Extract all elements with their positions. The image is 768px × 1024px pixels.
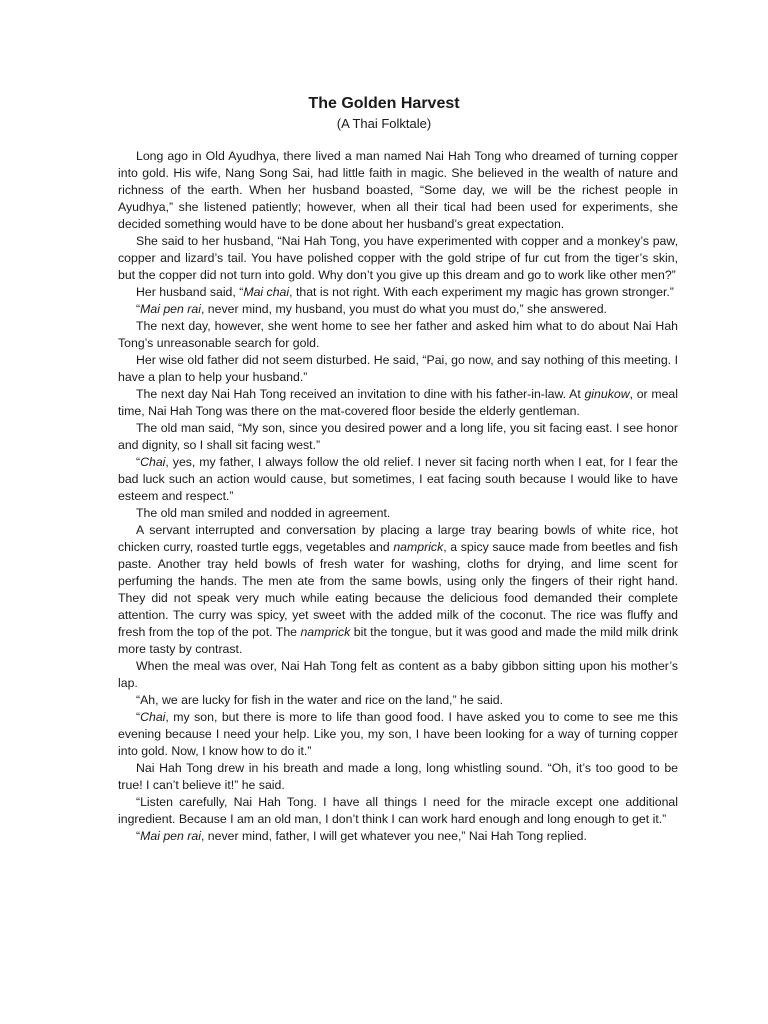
paragraph-text: , or meal time, Nai Hah Tong was there on the mat-covered floor beside the elderly gentleman. [118,387,678,418]
paragraph-text: Nai Hah Tong drew in his breath and made a long, long whistling sound. “Oh, it’s too good to be true! I can’t believe it!” he said. [118,761,678,792]
paragraph-text: “ [136,302,141,316]
paragraph-text: The old man said, “My son, since you desired power and a long life, you sit facing east. I see honor and dignity, so I shall sit facing west.” [118,421,678,452]
italic-text: Mai pen rai [140,302,201,316]
paragraph-text: , yes, my father, I always follow the old relief. I never sit facing north when I eat, for I fear the bad luck such an action would cause, but sometimes, I eat facing south because I would like to have esteem and respect.” [118,455,678,503]
paragraph-text: “ [136,455,141,469]
paragraph-text: She said to her husband, “Nai Hah Tong, you have experimented with copper and a monkey’s paw, copper and lizard’s tail. You have polished copper with the gold stripe of fur cut from the tiger’s skin, but the copper did not turn into gold. Why don’t you give up this dream and go to work like other men?” [118,234,678,282]
story-paragraph [118,454,678,505]
story-subtitle: (A Thai Folktale) [336,116,432,131]
story-paragraph [118,148,678,233]
paragraph-text: bit the tongue, but it was good and made the mild milk drink more tasty by contrast. [118,625,678,656]
story-paragraph [118,692,678,709]
story-paragraph [118,420,678,454]
paragraph-text: , my son, but there is more to life than good food. I have asked you to come to see me this evening because I need your help. Like you, my son, I have been looking for a way of turning copper into gold. Now, I know how to do it.” [118,710,678,758]
story-paragraph [118,828,678,845]
story-paragraph [118,658,678,692]
paragraph-text: , never mind, my husband, you must do what you must do,” she answered. [200,302,607,316]
story-body [118,148,678,845]
italic-text: namprick [393,540,444,554]
paragraph-text: , that is not right. With each experiment my magic has grown stronger.” [289,285,674,299]
story-paragraph [118,794,678,828]
story-paragraph [118,318,678,352]
paragraph-text: Her husband said, “ [136,285,244,299]
paragraph-text: , a spicy sauce made from beetles and fish paste. Another tray held bowls of fresh water for washing, cloths for drying, and lime scent for perfuming the hands. The men ate from the same bowls, using only the fingers of their right hand. They did not speak very much while eating because the delicious food demanded their complete attention. The curry was spicy, yet sweet with the added milk of the coconut. The rice was fluffy and fresh from the top of the pot. The [118,540,678,639]
paragraph-text: , never mind, father, I will get whatever you nee,” Nai Hah Tong replied. [200,829,587,843]
paragraph-text: Long ago in Old Ayudhya, there lived a man named Nai Hah Tong who dreamed of turning copper into gold. His wife, Nang Song Sai, had little faith in magic. She believed in the wealth of nature and richness of the earth. When her husband boasted, “Some day, we will be the richest people in Ayudhya,” she listened patiently; however, when all their tical had been used for experiments, she decided something would have to be done about her husband’s great expectation. [118,149,678,231]
paragraph-text: “ [136,710,141,724]
story-paragraph [118,505,678,522]
story-paragraph [118,233,678,284]
story-paragraph [118,386,678,420]
story-title: The Golden Harvest [308,95,460,112]
paragraph-text: When the meal was over, Nai Hah Tong felt as content as a baby gibbon sitting upon his mother’s lap. [118,659,678,690]
italic-text: Chai [140,710,166,724]
italic-text: Mai chai [243,285,290,299]
italic-text: Mai pen rai [140,829,201,843]
paragraph-text: “ [136,829,141,843]
paragraph-text: The next day, however, she went home to see her father and asked him what to do about Nai Hah Tong’s unreasonable search for gold. [118,319,678,350]
italic-text: ginukow [584,387,630,401]
story-paragraph [118,284,678,301]
paragraph-text: “Ah, we are lucky for fish in the water and rice on the land,” he said. [136,693,504,707]
paragraph-text: The next day Nai Hah Tong received an invitation to dine with his father-in-law. At [136,387,585,401]
paragraph-text: A servant interrupted and conversation by placing a large tray bearing bowls of white rice, hot chicken curry, roasted turtle eggs, vegetables and [118,523,678,554]
story-paragraph [118,301,678,318]
paragraph-text: Her wise old father did not seem disturbed. He said, “Pai, go now, and say nothing of this meeting. I have a plan to help your husband.” [118,353,678,384]
paragraph-text: The old man smiled and nodded in agreement. [136,506,391,520]
story-paragraph [118,760,678,794]
italic-text: namprick [300,625,351,639]
paragraph-text: “Listen carefully, Nai Hah Tong. I have all things I need for the miracle except one additional ingredient. Because I am an old man, I don’t think I can work hard enough and long enough to get it.” [118,795,678,826]
italic-text: Chai [140,455,166,469]
story-paragraph [118,352,678,386]
story-paragraph [118,522,678,658]
story-paragraph [118,709,678,760]
